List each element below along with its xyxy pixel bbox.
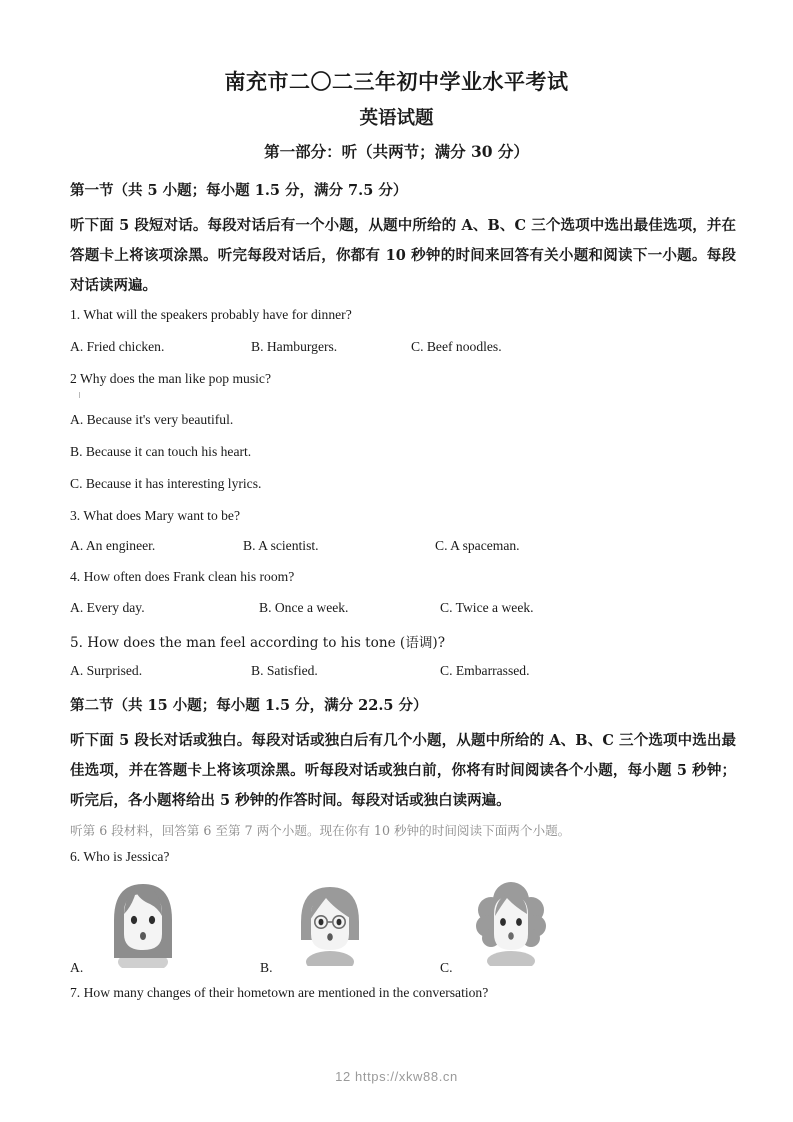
part-one-heading: 第一部分：听（共两节；满分 30 分） <box>264 142 529 161</box>
question-1-option-b[interactable]: B. Hamburgers. <box>251 339 338 354</box>
section-one-heading: 第一节（共 5 小题；每小题 1.5 分，满分 7.5 分） <box>70 182 408 199</box>
question-3-option-a[interactable]: A. An engineer. <box>70 538 156 553</box>
question-4-option-c[interactable]: C. Twice a week. <box>440 600 534 615</box>
question-4-option-a[interactable]: A. Every day. <box>70 600 145 615</box>
question-3-options <box>0 538 793 556</box>
question-6-option-b-label: B. <box>260 960 273 975</box>
question-2-text: 2 Why does the man like pop music? <box>70 371 271 386</box>
question-6-option-c[interactable] <box>440 876 610 976</box>
question-5-option-b[interactable]: B. Satisfied. <box>251 663 318 678</box>
question-1-option-c[interactable]: C. Beef noodles. <box>411 339 502 354</box>
question-3-text: 3. What does Mary want to be? <box>70 508 241 523</box>
question-6-option-c-label: C. <box>440 960 453 975</box>
question-2-option-a[interactable]: A. Because it's very beautiful. <box>70 412 234 427</box>
avatar-short-bob-glasses-icon <box>290 882 370 966</box>
question-5-text: 5. How does the man feel according to his tone (语调)? <box>70 635 446 651</box>
section-one-instructions: 听下面 5 段短对话。每段对话后有一个小题，从题中所给的 A、B、C 三个选项中选出最佳选项，并在答题卡上将该项涂黑。听完每段对话后，你都有 10 秒钟的时间来回答有关小题和阅读下一小题。每段对话读两遍。 <box>70 217 736 294</box>
question-1-option-a[interactable]: A. Fried chicken. <box>70 339 165 354</box>
question-5-options <box>0 663 793 681</box>
page-title: 南充市二〇二三年初中学业水平考试 <box>224 69 569 94</box>
question-6-options <box>0 876 793 976</box>
question-3-option-b[interactable]: B. A scientist. <box>243 538 319 553</box>
question-2-option-c[interactable]: C. Because it has interesting lyrics. <box>70 476 262 491</box>
avatar-long-straight-hair-icon <box>102 878 184 968</box>
question-4-text: 4. How often does Frank clean his room? <box>70 569 295 584</box>
section-two-instructions: 听下面 5 段长对话或独白。每段对话或独白后有几个小题，从题中所给的 A、B、C 三个选项中选出最佳选项，并在答题卡上将该项涂黑。听每段对话或独白前，你将有时间阅读各个小题，每小题 5 秒钟；听完后，各小题将给出 5 秒钟的作答时间。每段对话或独白读两遍。 <box>70 732 736 809</box>
question-2-option-b[interactable]: B. Because it can touch his heart. <box>70 444 252 459</box>
question-6-option-b[interactable] <box>260 876 430 976</box>
page-footer: 12 https://xkw88.cn <box>335 1069 458 1084</box>
avatar-curly-hair-icon <box>468 880 554 966</box>
question-6-option-a[interactable] <box>70 876 240 976</box>
question-1-text: 1. What will the speakers probably have for dinner? <box>70 307 352 322</box>
question-5-option-c[interactable]: C. Embarrassed. <box>440 663 530 678</box>
scan-speck <box>79 392 80 398</box>
section-two-heading: 第二节（共 15 小题；每小题 1.5 分，满分 22.5 分） <box>70 697 428 714</box>
question-1-options <box>0 339 793 357</box>
question-6-option-a-label: A. <box>70 960 84 975</box>
question-6-text: 6. Who is Jessica? <box>70 849 170 864</box>
question-7-text: 7. How many changes of their hometown are mentioned in the conversation? <box>70 985 489 1000</box>
material-note-6: 听第 6 段材料，回答第 6 至第 7 两个小题。现在你有 10 秒钟的时间阅读下面两个小题。 <box>70 823 571 838</box>
question-5-option-a[interactable]: A. Surprised. <box>70 663 143 678</box>
question-3-option-c[interactable]: C. A spaceman. <box>435 538 520 553</box>
question-4-options <box>0 600 793 618</box>
question-4-option-b[interactable]: B. Once a week. <box>259 600 349 615</box>
page-subtitle: 英语试题 <box>359 108 434 129</box>
